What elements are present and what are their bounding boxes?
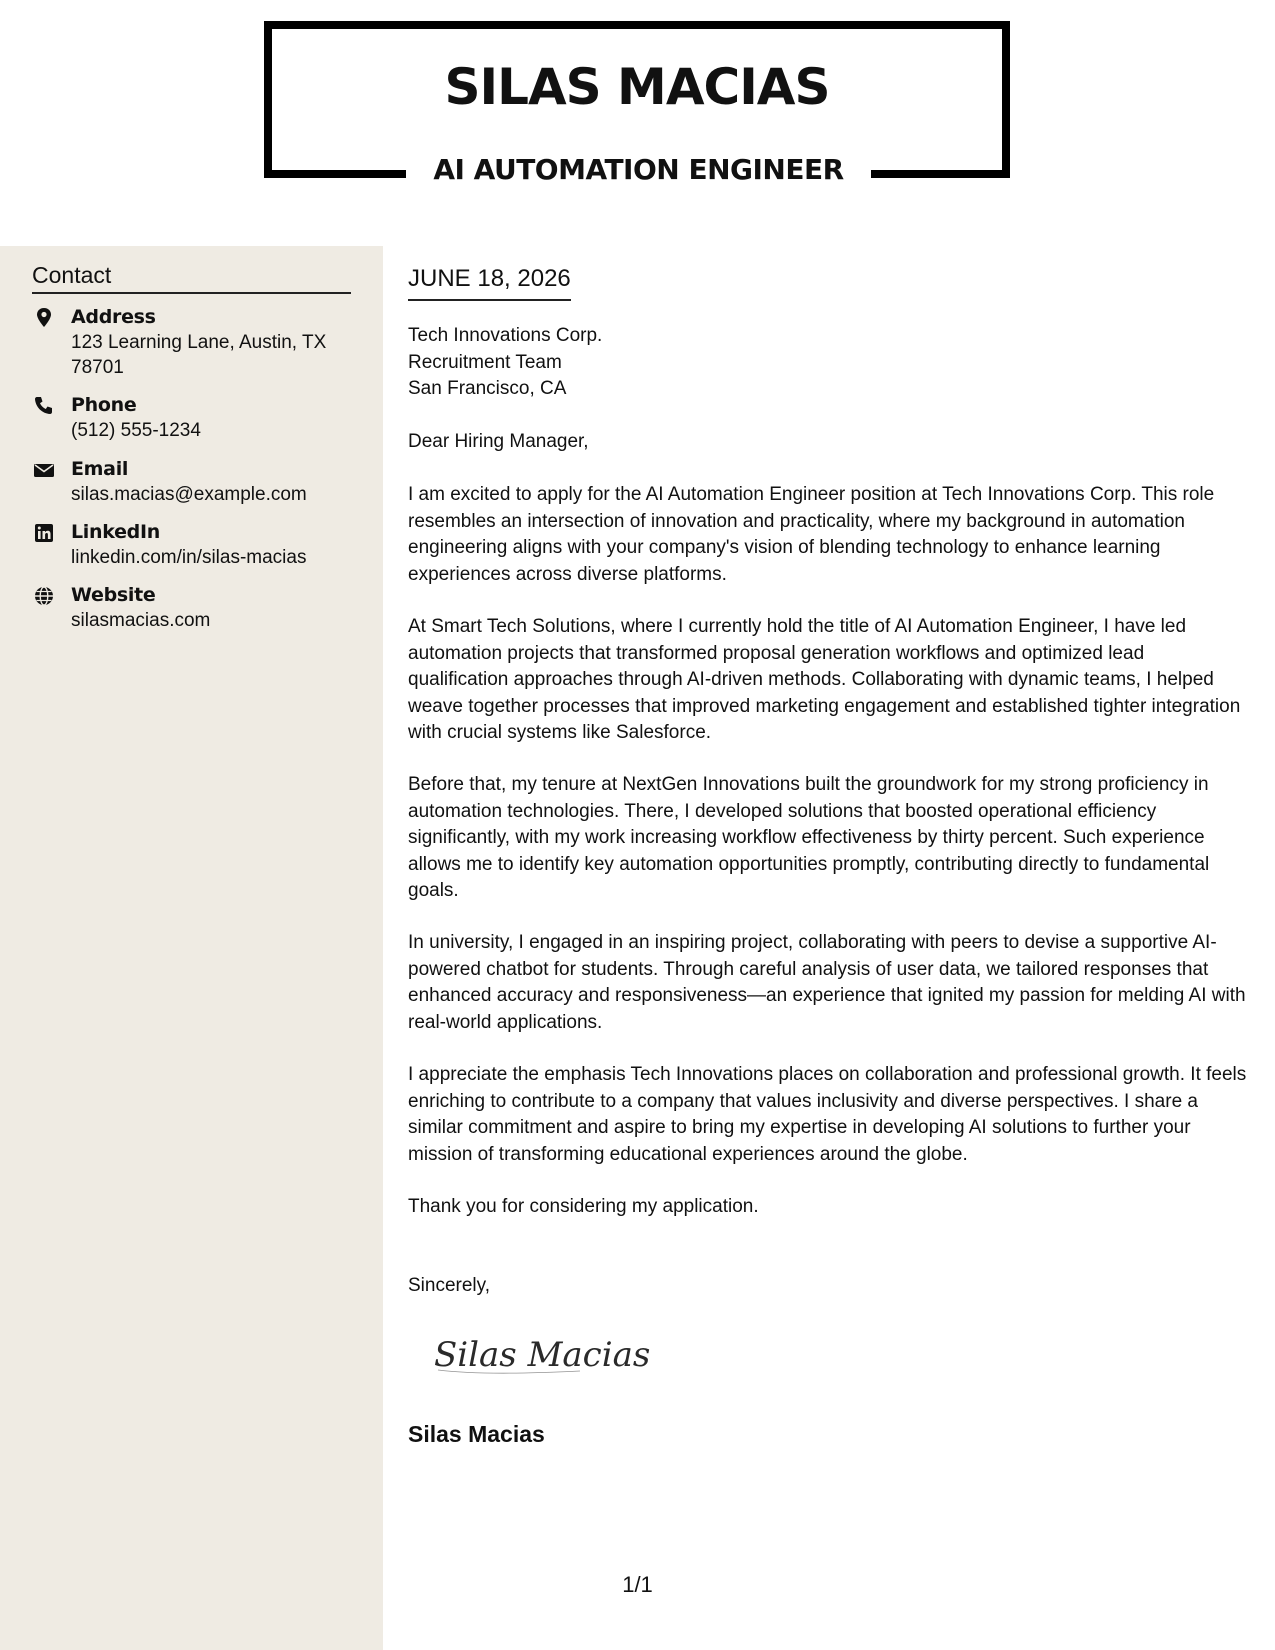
linkedin-icon <box>32 522 56 544</box>
linkedin-label: LinkedIn <box>71 521 160 543</box>
contact-heading: Contact <box>32 262 351 294</box>
website-label: Website <box>71 584 156 606</box>
address-label: Address <box>71 306 156 328</box>
recipient-block <box>408 323 602 403</box>
handwritten-signature <box>430 1330 660 1380</box>
phone-label: Phone <box>71 394 137 416</box>
contact-sidebar <box>0 246 383 1650</box>
letter-paragraph: I am excited to apply for the AI Automation Engineer position at Tech Innovations Corp. This role resembles an intersection of innovation and practicality, where my background in automation engineering aligns with your company's vision of blending technology to enhance learning experiences across diverse platforms. <box>408 484 1215 585</box>
closing-thanks: Thank you for considering my application. <box>408 1196 759 1217</box>
header-frame-bottom-right <box>871 170 1010 178</box>
email-label: Email <box>71 458 129 480</box>
header-frame-left <box>264 21 272 178</box>
letter-paragraph: I appreciate the emphasis Tech Innovations places on collaboration and professional growth. It feels enriching to contribute to a company that values inclusivity and diverse perspectives. I share a similar commitment and aspire to bring my expertise in developing AI solutions to further your mission of transforming educational experiences around the globe. <box>408 1064 1247 1165</box>
signer-name: Silas Macias <box>408 1421 545 1447</box>
recipient-company: Tech Innovations Corp. <box>408 325 603 346</box>
letter-date: JUNE 18, 2026 <box>408 265 571 301</box>
recipient-team: Recruitment Team <box>408 351 562 373</box>
header-frame-top <box>264 21 1010 29</box>
signature-script: Silas Macias <box>434 1335 651 1375</box>
letter-paragraph: In university, I engaged in an inspiring project, collaborating with peers to devise a supportive AI-powered chatbot for students. Through careful analysis of user data, we tailored responses that enhanced accuracy and responsiveness—an experience that ignited my passion for melding AI with real-world applications. <box>408 932 1246 1033</box>
page-number: 1/1 <box>622 1572 653 1597</box>
recipient-location: San Francisco, CA <box>408 378 567 399</box>
email-value[interactable]: silas.macias@example.com <box>71 484 307 505</box>
job-title: AI AUTOMATION ENGINEER <box>433 153 844 186</box>
location-pin-icon <box>32 307 56 329</box>
sign-off: Sincerely, <box>408 1275 491 1296</box>
header-frame-bottom-left <box>264 170 406 178</box>
website-value[interactable]: silasmacias.com <box>71 610 211 631</box>
phone-value: (512) 555-1234 <box>71 420 201 441</box>
header-frame-right <box>1002 21 1010 178</box>
address-value: 123 Learning Lane, Austin, TX 78701 <box>71 332 327 378</box>
applicant-name: SILAS MACIAS <box>444 58 830 116</box>
letter-paragraph: At Smart Tech Solutions, where I currently hold the title of AI Automation Engineer, I have led automation projects that transformed proposal generation workflows and optimized lead qualification approaches through AI-driven methods. Collaborating with dynamic teams, I helped weave together processes that improved marketing engagement and established tighter integration with crucial systems like Salesforce. <box>408 616 1241 743</box>
salutation: Dear Hiring Manager, <box>408 431 589 452</box>
envelope-icon <box>32 459 56 481</box>
phone-icon <box>32 395 56 417</box>
globe-icon <box>32 585 56 607</box>
letter-paragraph: Before that, my tenure at NextGen Innovations built the groundwork for my strong proficiency in automation technologies. There, I developed solutions that boosted operational efficiency significantly, with my work increasing workflow effectiveness by thirty percent. Such experience allows me to identify key automation opportunities promptly, contributing directly to fundamental goals. <box>408 774 1210 901</box>
linkedin-value[interactable]: linkedin.com/in/silas-macias <box>71 547 307 568</box>
